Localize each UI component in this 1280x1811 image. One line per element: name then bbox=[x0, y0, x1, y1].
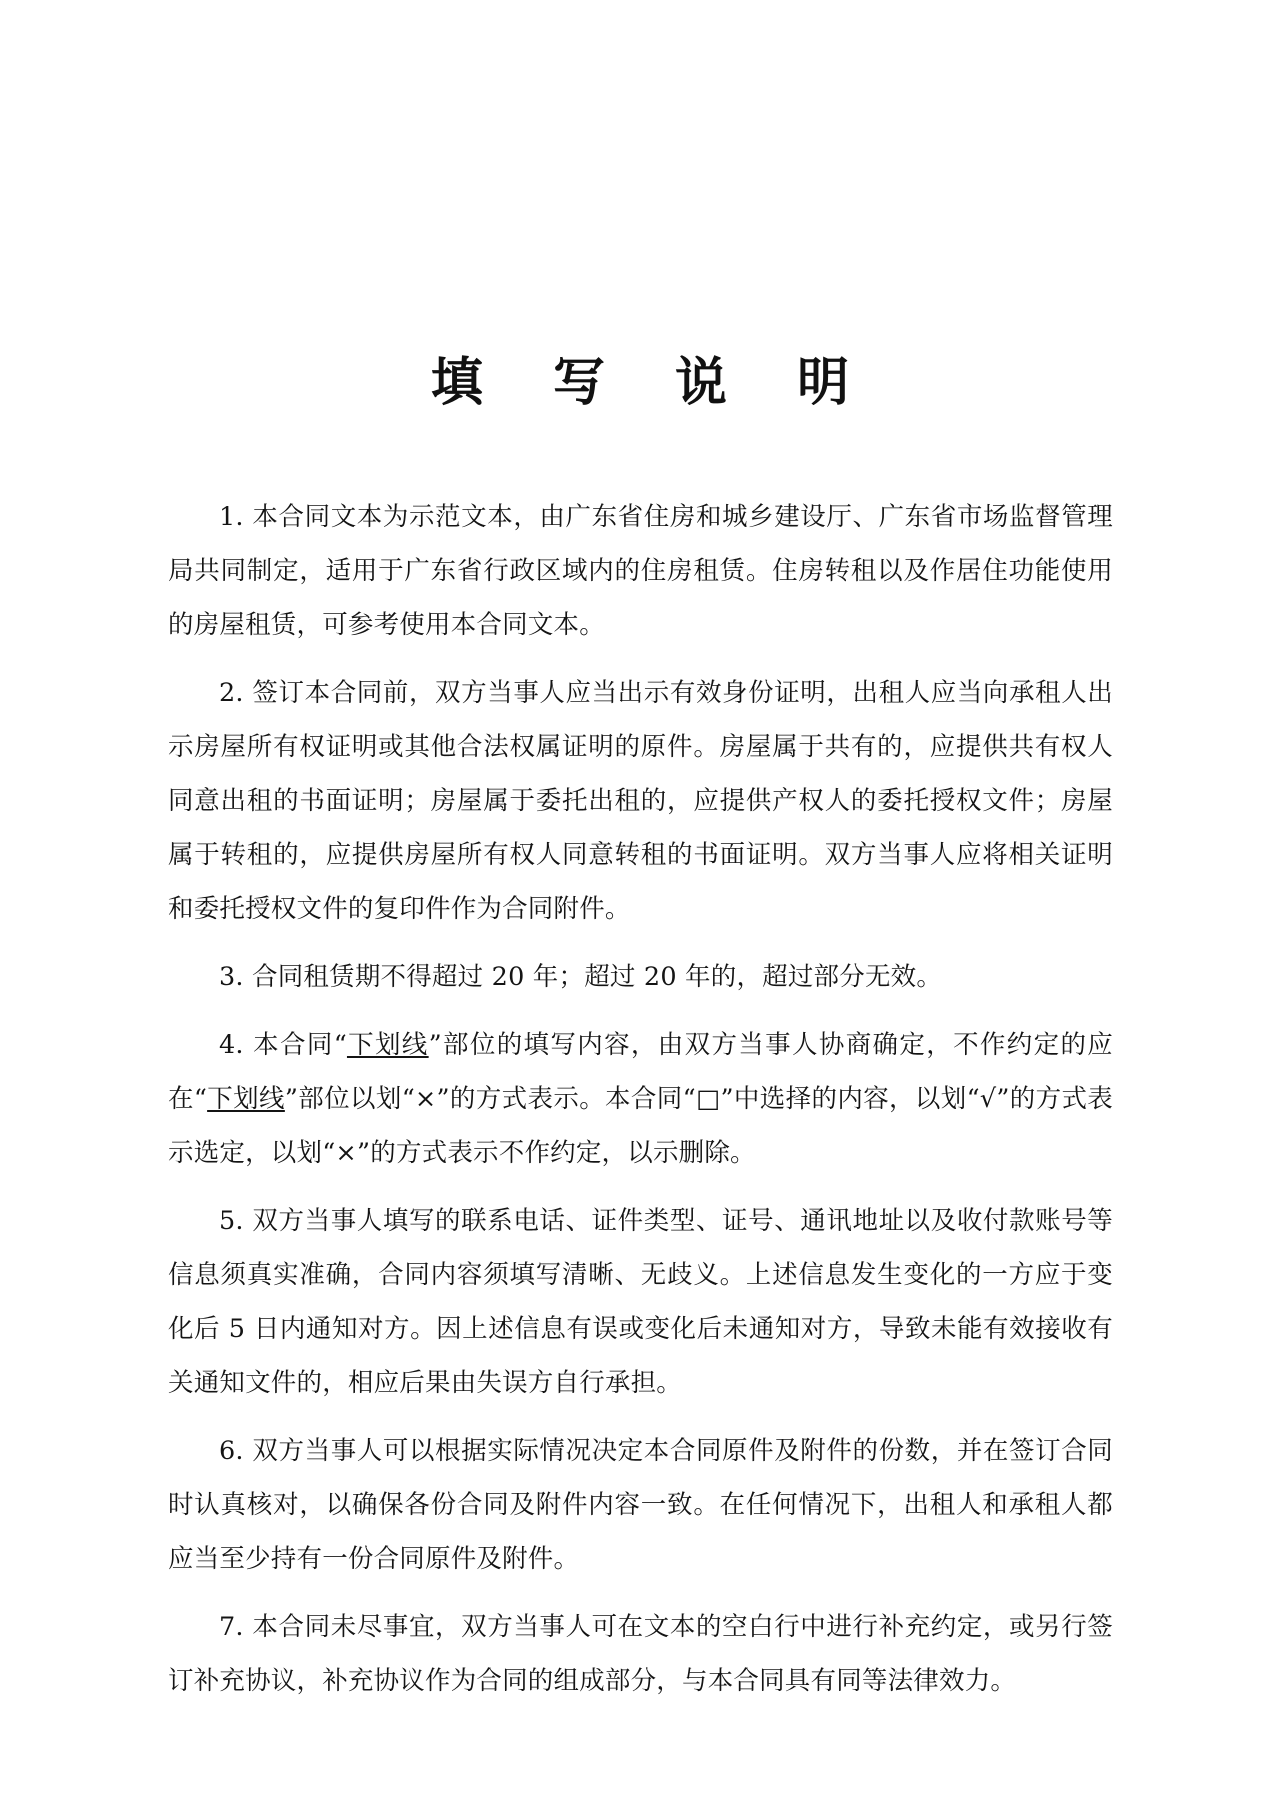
paragraph-7: 7. 本合同未尽事宜，双方当事人可在文本的空白行中进行补充约定，或另行签订补充协议，补充协议作为合同的组成部分，与本合同具有同等法律效力。 bbox=[168, 1612, 1113, 1696]
paragraph-4-segment-3: ”部位以划“×”的方式表示。本合同“□”中选择的内容，以划“√”的方式表示选定，以划“×”的方式表示不作约定，以示删除。 bbox=[168, 1084, 1114, 1168]
paragraph-5: 5. 双方当事人填写的联系电话、证件类型、证号、通讯地址以及收付款账号等信息须真实准确，合同内容须填写清晰、无歧义。上述信息发生变化的一方应于变化后 5 日内通知对方。因上述信息有误或变化后未通知对方，导致未能有效接收有关通知文件的，相应后果由失误方自行承担。 bbox=[168, 1206, 1113, 1398]
paragraph-4-underline-term-1: 下划线 bbox=[346, 1030, 429, 1060]
paragraph-2: 2. 签订本合同前，双方当事人应当出示有效身份证明，出租人应当向承租人出示房屋所有权证明或其他合法权属证明的原件。房屋属于共有的，应提供共有权人同意出租的书面证明；房屋属于委托出租的，应提供产权人的委托授权文件；房屋属于转租的，应提供房屋所有权人同意转租的书面证明。双方当事人应将相关证明和委托授权文件的复印件作为合同附件。 bbox=[168, 678, 1113, 924]
document-body bbox=[168, 490, 1113, 1708]
paragraph-4-underline-term-2: 下划线 bbox=[207, 1084, 285, 1114]
page-title: 填 写 说 明 bbox=[430, 352, 876, 413]
paragraph-4-segment-1: 4. 本合同“ bbox=[219, 1030, 347, 1060]
paragraph-6: 6. 双方当事人可以根据实际情况决定本合同原件及附件的份数，并在签订合同时认真核对，以确保各份合同及附件内容一致。在任何情况下，出租人和承租人都应当至少持有一份合同原件及附件。 bbox=[168, 1436, 1113, 1574]
paragraph-4-segment-2: ”部位的填写内容，由双方当事人协商确定，不作约定的应在“ bbox=[168, 1030, 1113, 1114]
paragraph-1: 1. 本合同文本为示范文本，由广东省住房和城乡建设厅、广东省市场监督管理局共同制定，适用于广东省行政区域内的住房租赁。住房转租以及作居住功能使用的房屋租赁，可参考使用本合同文本。 bbox=[168, 502, 1113, 640]
paragraph-3: 3. 合同租赁期不得超过 20 年；超过 20 年的，超过部分无效。 bbox=[219, 962, 943, 992]
paragraph-4 bbox=[168, 1018, 1113, 1180]
